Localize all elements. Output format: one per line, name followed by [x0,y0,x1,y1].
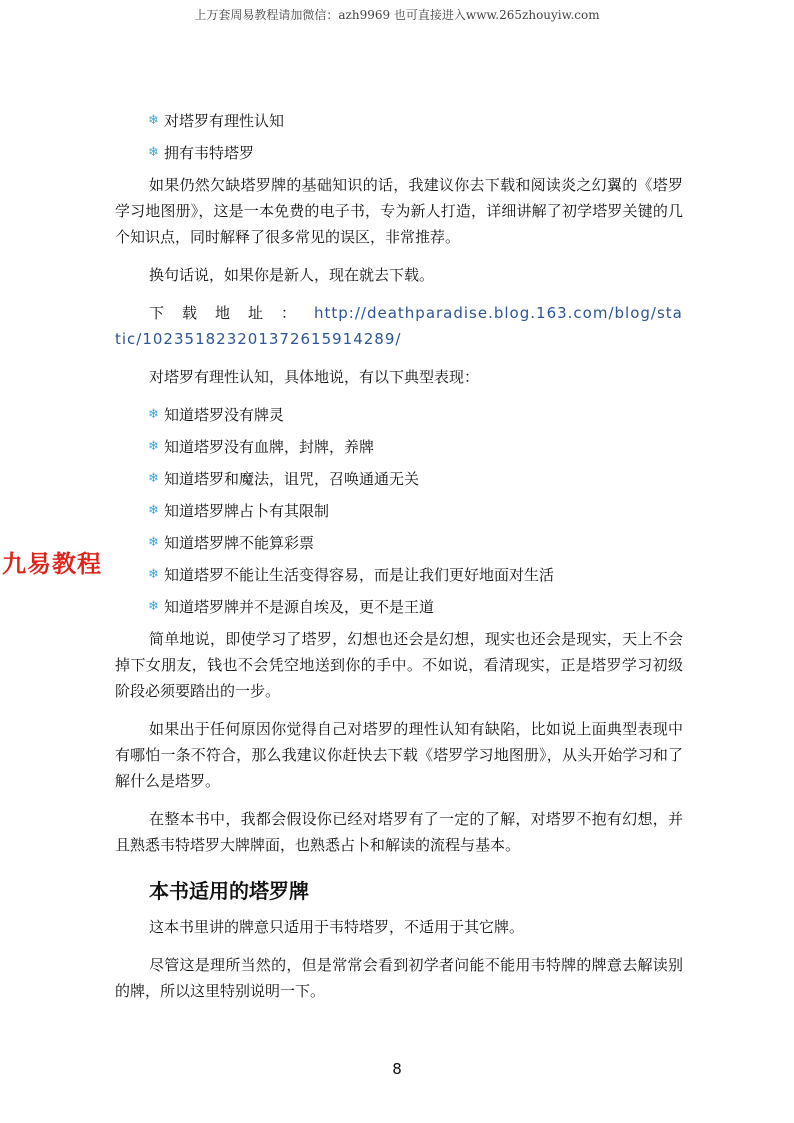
paragraph-clarification: 尽管这是理所当然的，但是常常会看到初学者问能不能用韦特牌的牌意去解读别的牌，所以这里特别说明一下。 [115,956,683,1000]
list-item-text: 知道塔罗不能让生活变得容易，而是让我们更好地面对生活 [164,566,555,584]
download-label: 下载地址： [149,304,315,322]
cognition-bullet-list [115,402,683,620]
download-link[interactable]: http://deathparadise.blog.163.com/blog/static/10235182320137261591428​9/ [115,304,683,348]
list-item [115,140,683,166]
snowflake-bullet-icon: ❄ [148,145,159,160]
list-item [115,466,683,492]
paragraph-reality: 简单地说，即使学习了塔罗，幻想也还会是幻想，现实也还会是现实，天上不会掉下女朋友，钱也不会凭空地送到你的手中。不如说，看清现实，正是塔罗学习初级阶段必须要踏出的一步。 [115,630,683,700]
snowflake-bullet-icon: ❄ [148,567,159,582]
snowflake-bullet-icon: ❄ [148,503,159,518]
paragraph-assumption: 在整本书中，我都会假设你已经对塔罗有了一定的了解，对塔罗不抱有幻想，并且熟悉韦特塔罗大牌牌面，也熟悉占卜和解读的流程与基本。 [115,810,683,854]
snowflake-bullet-icon: ❄ [148,535,159,550]
list-item [115,108,683,134]
snowflake-bullet-icon: ❄ [148,407,159,422]
list-item-text: 知道塔罗没有血牌，封牌，养牌 [164,438,375,456]
list-item [115,562,683,588]
paragraph-typical-signs: 对塔罗有理性认知，具体地说，有以下典型表现： [149,368,480,386]
list-item-text: 知道塔罗牌不能算彩票 [164,534,315,552]
list-item [115,530,683,556]
download-address [115,300,683,352]
watermark-logo: 九易教程 [2,550,102,578]
list-item-text: 知道塔罗牌并不是源自埃及，更不是王道 [164,598,435,616]
paragraph-recommend-ebook: 如果仍然欠缺塔罗牌的基础知识的话，我建议你去下载和阅读炎之幻翼的《塔罗学习地图册》，这是一本免费的电子书，专为新人打造，详细讲解了初学塔罗关键的几个知识点，同时解释了很多常见的误区，非常推荐。 [115,176,683,246]
snowflake-bullet-icon: ❄ [148,599,159,614]
page-number: 8 [392,1060,402,1078]
page-content [115,108,683,1016]
list-item-text: 对塔罗有理性认知 [164,112,285,130]
list-item [115,594,683,620]
list-item [115,498,683,524]
paragraph-deficiency: 如果出于任何原因你觉得自己对塔罗的理性认知有缺陷，比如说上面典型表现中有哪怕一条不符合，那么我建议你赶快去下载《塔罗学习地图册》，从头开始学习和了解什么是塔罗。 [115,720,683,790]
intro-bullet-list [115,108,683,166]
list-item [115,402,683,428]
list-item-text: 知道塔罗牌占卜有其限制 [164,502,330,520]
section-heading: 本书适用的塔罗牌 [149,879,309,903]
page-header: 上万套周易教程请加微信：azh9969 也可直接进入www.265zhouyiw.com [194,8,600,22]
snowflake-bullet-icon: ❄ [148,439,159,454]
snowflake-bullet-icon: ❄ [148,113,159,128]
paragraph-rider-waite-only: 这本书里讲的牌意只适用于韦特塔罗，不适用于其它牌。 [149,918,525,936]
paragraph-newcomer: 换句话说，如果你是新人，现在就去下载。 [149,266,435,284]
list-item-text: 知道塔罗和魔法，诅咒，召唤通通无关 [164,470,420,488]
list-item-text: 知道塔罗没有牌灵 [164,406,285,424]
list-item-text: 拥有韦特塔罗 [164,144,255,162]
snowflake-bullet-icon: ❄ [148,471,159,486]
list-item [115,434,683,460]
